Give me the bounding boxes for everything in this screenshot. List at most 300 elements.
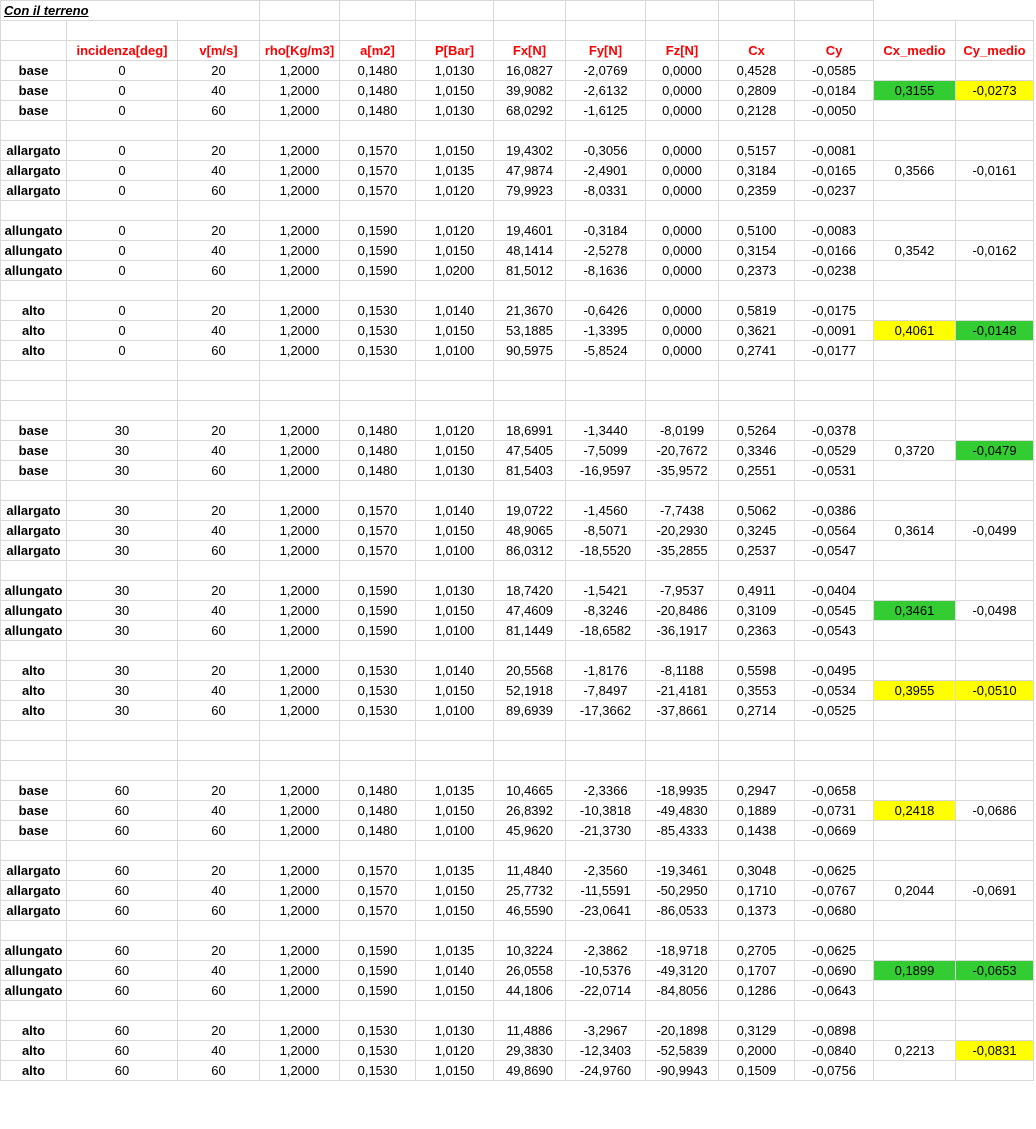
area-cell[interactable]: 0,1590 [340,581,416,601]
rho-cell[interactable]: 1,2000 [260,181,340,201]
cx-cell[interactable]: 0,3245 [719,521,795,541]
empty-cell[interactable] [956,301,1034,321]
area-cell[interactable]: 0,1480 [340,61,416,81]
empty-cell[interactable] [416,561,494,581]
empty-cell[interactable] [1,21,67,41]
empty-cell[interactable] [719,281,795,301]
fy-cell[interactable]: -8,0331 [566,181,646,201]
empty-cell[interactable] [956,281,1034,301]
empty-cell[interactable] [956,1061,1034,1081]
fy-cell[interactable]: -2,6132 [566,81,646,101]
empty-cell[interactable] [1,481,67,501]
velocity-cell[interactable]: 20 [178,61,260,81]
fx-cell[interactable]: 29,3830 [494,1041,566,1061]
empty-cell[interactable] [67,721,178,741]
column-header[interactable]: a[m2] [340,41,416,61]
velocity-cell[interactable]: 60 [178,901,260,921]
fx-cell[interactable]: 90,5975 [494,341,566,361]
fz-cell[interactable]: -21,4181 [646,681,719,701]
empty-cell[interactable] [494,121,566,141]
rho-cell[interactable]: 1,2000 [260,461,340,481]
column-header[interactable]: Fz[N] [646,41,719,61]
empty-cell[interactable] [874,661,956,681]
rho-cell[interactable]: 1,2000 [260,301,340,321]
fz-cell[interactable]: 0,0000 [646,341,719,361]
empty-cell[interactable] [566,1,646,21]
velocity-cell[interactable]: 60 [178,541,260,561]
rho-cell[interactable]: 1,2000 [260,221,340,241]
empty-cell[interactable] [340,1001,416,1021]
rho-cell[interactable]: 1,2000 [260,701,340,721]
incidenza-cell[interactable]: 0 [67,61,178,81]
empty-cell[interactable] [874,561,956,581]
empty-cell[interactable] [874,481,956,501]
incidenza-cell[interactable]: 0 [67,161,178,181]
empty-cell[interactable] [494,201,566,221]
empty-cell[interactable] [956,221,1034,241]
area-cell[interactable]: 0,1570 [340,181,416,201]
cy-medio-cell[interactable]: -0,0148 [956,321,1034,341]
incidenza-cell[interactable]: 60 [67,1021,178,1041]
empty-cell[interactable] [956,781,1034,801]
area-cell[interactable]: 0,1590 [340,241,416,261]
empty-cell[interactable] [67,281,178,301]
fz-cell[interactable]: -19,3461 [646,861,719,881]
cy-cell[interactable]: -0,0404 [795,581,874,601]
empty-cell[interactable] [494,1001,566,1021]
empty-cell[interactable] [340,841,416,861]
pressure-cell[interactable]: 1,0120 [416,181,494,201]
fz-cell[interactable]: -20,7672 [646,441,719,461]
pressure-cell[interactable]: 1,0140 [416,661,494,681]
empty-cell[interactable] [874,981,956,1001]
empty-cell[interactable] [1,721,67,741]
empty-cell[interactable] [874,261,956,281]
rho-cell[interactable]: 1,2000 [260,861,340,881]
empty-cell[interactable] [646,741,719,761]
cy-cell[interactable]: -0,0378 [795,421,874,441]
empty-cell[interactable] [719,561,795,581]
velocity-cell[interactable]: 20 [178,301,260,321]
area-cell[interactable]: 0,1480 [340,461,416,481]
area-cell[interactable]: 0,1590 [340,221,416,241]
empty-cell[interactable] [795,1,874,21]
cx-cell[interactable]: 0,4911 [719,581,795,601]
empty-cell[interactable] [494,481,566,501]
area-cell[interactable]: 0,1480 [340,101,416,121]
area-cell[interactable]: 0,1570 [340,901,416,921]
fx-cell[interactable]: 39,9082 [494,81,566,101]
area-cell[interactable]: 0,1570 [340,501,416,521]
empty-cell[interactable] [956,841,1034,861]
empty-cell[interactable] [874,901,956,921]
fy-cell[interactable]: -21,3730 [566,821,646,841]
empty-cell[interactable] [566,361,646,381]
empty-cell[interactable] [874,781,956,801]
cx-cell[interactable]: 0,1438 [719,821,795,841]
area-cell[interactable]: 0,1480 [340,441,416,461]
config-label[interactable]: alto [1,661,67,681]
empty-cell[interactable] [795,381,874,401]
empty-cell[interactable] [956,861,1034,881]
velocity-cell[interactable]: 40 [178,521,260,541]
empty-cell[interactable] [260,361,340,381]
empty-cell[interactable] [178,1001,260,1021]
empty-cell[interactable] [795,921,874,941]
empty-cell[interactable] [646,761,719,781]
fy-cell[interactable]: -1,5421 [566,581,646,601]
fz-cell[interactable]: -20,2930 [646,521,719,541]
empty-cell[interactable] [795,561,874,581]
empty-cell[interactable] [1,741,67,761]
velocity-cell[interactable]: 60 [178,1061,260,1081]
velocity-cell[interactable]: 20 [178,1021,260,1041]
empty-cell[interactable] [178,401,260,421]
pressure-cell[interactable]: 1,0150 [416,81,494,101]
empty-cell[interactable] [646,1,719,21]
empty-cell[interactable] [1,121,67,141]
empty-cell[interactable] [67,21,178,41]
fy-cell[interactable]: -1,3395 [566,321,646,341]
empty-cell[interactable] [719,721,795,741]
rho-cell[interactable]: 1,2000 [260,681,340,701]
empty-cell[interactable] [67,381,178,401]
empty-cell[interactable] [416,381,494,401]
incidenza-cell[interactable]: 0 [67,181,178,201]
cy-cell[interactable]: -0,0543 [795,621,874,641]
empty-cell[interactable] [719,1001,795,1021]
empty-cell[interactable] [956,261,1034,281]
column-header[interactable]: Fx[N] [494,41,566,61]
fx-cell[interactable]: 81,1449 [494,621,566,641]
incidenza-cell[interactable]: 30 [67,441,178,461]
fx-cell[interactable]: 18,7420 [494,581,566,601]
empty-cell[interactable] [719,361,795,381]
cx-cell[interactable]: 0,2128 [719,101,795,121]
cy-cell[interactable]: -0,0643 [795,981,874,1001]
area-cell[interactable]: 0,1590 [340,261,416,281]
pressure-cell[interactable]: 1,0150 [416,901,494,921]
cx-cell[interactable]: 0,1889 [719,801,795,821]
fz-cell[interactable]: 0,0000 [646,221,719,241]
incidenza-cell[interactable]: 60 [67,861,178,881]
config-label[interactable]: alto [1,1041,67,1061]
cx-cell[interactable]: 0,3346 [719,441,795,461]
config-label[interactable]: base [1,821,67,841]
empty-cell[interactable] [795,481,874,501]
empty-cell[interactable] [956,561,1034,581]
pressure-cell[interactable]: 1,0150 [416,1061,494,1081]
empty-cell[interactable] [956,401,1034,421]
rho-cell[interactable]: 1,2000 [260,421,340,441]
fy-cell[interactable]: -17,3662 [566,701,646,721]
fz-cell[interactable]: -52,5839 [646,1041,719,1061]
config-label[interactable]: alto [1,321,67,341]
config-label[interactable]: base [1,441,67,461]
empty-cell[interactable] [646,401,719,421]
cy-cell[interactable]: -0,0564 [795,521,874,541]
cy-medio-cell[interactable]: -0,0498 [956,601,1034,621]
rho-cell[interactable]: 1,2000 [260,601,340,621]
rho-cell[interactable]: 1,2000 [260,961,340,981]
area-cell[interactable]: 0,1530 [340,661,416,681]
cy-medio-cell[interactable]: -0,0499 [956,521,1034,541]
fy-cell[interactable]: -2,5278 [566,241,646,261]
fz-cell[interactable]: -36,1917 [646,621,719,641]
pressure-cell[interactable]: 1,0120 [416,421,494,441]
fx-cell[interactable]: 25,7732 [494,881,566,901]
cy-cell[interactable]: -0,0547 [795,541,874,561]
area-cell[interactable]: 0,1530 [340,301,416,321]
fz-cell[interactable]: -8,1188 [646,661,719,681]
fy-cell[interactable]: -1,3440 [566,421,646,441]
empty-cell[interactable] [956,181,1034,201]
cx-medio-cell[interactable]: 0,1899 [874,961,956,981]
velocity-cell[interactable]: 20 [178,141,260,161]
incidenza-cell[interactable]: 30 [67,681,178,701]
empty-cell[interactable] [956,761,1034,781]
fy-cell[interactable]: -0,6426 [566,301,646,321]
empty-cell[interactable] [956,121,1034,141]
fy-cell[interactable]: -18,6582 [566,621,646,641]
incidenza-cell[interactable]: 60 [67,821,178,841]
pressure-cell[interactable]: 1,0100 [416,541,494,561]
area-cell[interactable]: 0,1590 [340,621,416,641]
velocity-cell[interactable]: 40 [178,961,260,981]
cx-medio-cell[interactable]: 0,4061 [874,321,956,341]
empty-cell[interactable] [260,281,340,301]
empty-cell[interactable] [260,201,340,221]
incidenza-cell[interactable]: 0 [67,141,178,161]
empty-cell[interactable] [67,481,178,501]
empty-cell[interactable] [566,121,646,141]
fy-cell[interactable]: -2,0769 [566,61,646,81]
fz-cell[interactable]: 0,0000 [646,321,719,341]
incidenza-cell[interactable]: 60 [67,901,178,921]
config-label[interactable]: allungato [1,261,67,281]
empty-cell[interactable] [416,741,494,761]
cx-medio-cell[interactable]: 0,3566 [874,161,956,181]
empty-cell[interactable] [646,1001,719,1021]
rho-cell[interactable]: 1,2000 [260,441,340,461]
config-label[interactable]: base [1,781,67,801]
empty-cell[interactable] [956,641,1034,661]
fy-cell[interactable]: -2,3862 [566,941,646,961]
cy-cell[interactable]: -0,0545 [795,601,874,621]
incidenza-cell[interactable]: 60 [67,1061,178,1081]
empty-cell[interactable] [874,621,956,641]
empty-cell[interactable] [719,641,795,661]
empty-cell[interactable] [795,401,874,421]
cx-cell[interactable]: 0,3129 [719,1021,795,1041]
area-cell[interactable]: 0,1590 [340,941,416,961]
fy-cell[interactable]: -1,4560 [566,501,646,521]
rho-cell[interactable]: 1,2000 [260,1021,340,1041]
fz-cell[interactable]: -18,9718 [646,941,719,961]
empty-cell[interactable] [956,21,1034,41]
empty-cell[interactable] [178,921,260,941]
empty-cell[interactable] [416,721,494,741]
config-label[interactable]: allargato [1,161,67,181]
empty-cell[interactable] [719,841,795,861]
cx-cell[interactable]: 0,2359 [719,181,795,201]
empty-cell[interactable] [340,641,416,661]
pressure-cell[interactable]: 1,0100 [416,821,494,841]
empty-cell[interactable] [646,201,719,221]
cy-cell[interactable]: -0,0165 [795,161,874,181]
column-header[interactable]: Cy [795,41,874,61]
empty-cell[interactable] [566,401,646,421]
config-label[interactable]: alto [1,681,67,701]
empty-cell[interactable] [340,561,416,581]
cy-cell[interactable]: -0,0081 [795,141,874,161]
fx-cell[interactable]: 68,0292 [494,101,566,121]
pressure-cell[interactable]: 1,0150 [416,321,494,341]
column-header[interactable]: rho[Kg/m3] [260,41,340,61]
pressure-cell[interactable]: 1,0150 [416,521,494,541]
velocity-cell[interactable]: 40 [178,441,260,461]
empty-cell[interactable] [566,741,646,761]
empty-cell[interactable] [719,201,795,221]
empty-cell[interactable] [874,461,956,481]
empty-cell[interactable] [956,341,1034,361]
pressure-cell[interactable]: 1,0135 [416,941,494,961]
empty-cell[interactable] [67,561,178,581]
cy-medio-cell[interactable]: -0,0161 [956,161,1034,181]
empty-cell[interactable] [874,1001,956,1021]
cy-cell[interactable]: -0,0083 [795,221,874,241]
empty-cell[interactable] [874,201,956,221]
area-cell[interactable]: 0,1570 [340,541,416,561]
fx-cell[interactable]: 18,6991 [494,421,566,441]
cx-cell[interactable]: 0,5157 [719,141,795,161]
rho-cell[interactable]: 1,2000 [260,241,340,261]
cy-medio-cell[interactable]: -0,0686 [956,801,1034,821]
empty-cell[interactable] [956,101,1034,121]
fx-cell[interactable]: 19,4601 [494,221,566,241]
cx-cell[interactable]: 0,5062 [719,501,795,521]
cx-cell[interactable]: 0,2373 [719,261,795,281]
velocity-cell[interactable]: 40 [178,241,260,261]
cx-cell[interactable]: 0,1710 [719,881,795,901]
empty-cell[interactable] [795,201,874,221]
empty-cell[interactable] [178,841,260,861]
empty-cell[interactable] [874,841,956,861]
empty-cell[interactable] [340,121,416,141]
velocity-cell[interactable]: 60 [178,821,260,841]
empty-cell[interactable] [67,121,178,141]
fz-cell[interactable]: 0,0000 [646,101,719,121]
empty-cell[interactable] [416,841,494,861]
empty-cell[interactable] [178,761,260,781]
empty-cell[interactable] [956,201,1034,221]
empty-cell[interactable] [340,361,416,381]
empty-cell[interactable] [494,721,566,741]
cy-medio-cell[interactable]: -0,0691 [956,881,1034,901]
cy-cell[interactable]: -0,0898 [795,1021,874,1041]
empty-cell[interactable] [874,181,956,201]
fz-cell[interactable]: -20,8486 [646,601,719,621]
empty-cell[interactable] [416,401,494,421]
empty-cell[interactable] [646,721,719,741]
empty-cell[interactable] [340,481,416,501]
velocity-cell[interactable]: 40 [178,881,260,901]
cx-medio-cell[interactable]: 0,3614 [874,521,956,541]
velocity-cell[interactable]: 60 [178,261,260,281]
empty-cell[interactable] [340,721,416,741]
rho-cell[interactable]: 1,2000 [260,501,340,521]
fz-cell[interactable]: -7,7438 [646,501,719,521]
pressure-cell[interactable]: 1,0150 [416,681,494,701]
empty-cell[interactable] [646,281,719,301]
empty-cell[interactable] [494,381,566,401]
empty-cell[interactable] [646,641,719,661]
incidenza-cell[interactable]: 0 [67,241,178,261]
empty-cell[interactable] [260,721,340,741]
empty-cell[interactable] [956,61,1034,81]
velocity-cell[interactable]: 20 [178,501,260,521]
rho-cell[interactable]: 1,2000 [260,901,340,921]
cx-cell[interactable]: 0,3553 [719,681,795,701]
empty-cell[interactable] [956,481,1034,501]
empty-cell[interactable] [795,841,874,861]
incidenza-cell[interactable]: 60 [67,1041,178,1061]
empty-cell[interactable] [566,841,646,861]
velocity-cell[interactable]: 20 [178,421,260,441]
rho-cell[interactable]: 1,2000 [260,541,340,561]
cy-cell[interactable]: -0,0680 [795,901,874,921]
area-cell[interactable]: 0,1480 [340,801,416,821]
incidenza-cell[interactable]: 60 [67,981,178,1001]
empty-cell[interactable] [416,121,494,141]
empty-cell[interactable] [874,861,956,881]
fy-cell[interactable]: -12,3403 [566,1041,646,1061]
area-cell[interactable]: 0,1530 [340,1021,416,1041]
rho-cell[interactable]: 1,2000 [260,141,340,161]
cx-cell[interactable]: 0,5598 [719,661,795,681]
pressure-cell[interactable]: 1,0150 [416,141,494,161]
empty-cell[interactable] [874,761,956,781]
fz-cell[interactable]: -49,3120 [646,961,719,981]
column-header[interactable]: Cx [719,41,795,61]
pressure-cell[interactable]: 1,0135 [416,781,494,801]
column-header[interactable]: v[m/s] [178,41,260,61]
empty-cell[interactable] [178,741,260,761]
empty-cell[interactable] [67,361,178,381]
cx-medio-cell[interactable]: 0,3720 [874,441,956,461]
fz-cell[interactable]: -84,8056 [646,981,719,1001]
pressure-cell[interactable]: 1,0130 [416,581,494,601]
fy-cell[interactable]: -2,3366 [566,781,646,801]
pressure-cell[interactable]: 1,0150 [416,441,494,461]
velocity-cell[interactable]: 60 [178,701,260,721]
empty-cell[interactable] [178,641,260,661]
config-label[interactable]: allungato [1,621,67,641]
empty-cell[interactable] [874,121,956,141]
incidenza-cell[interactable]: 30 [67,661,178,681]
cy-medio-cell[interactable]: -0,0479 [956,441,1034,461]
empty-cell[interactable] [67,741,178,761]
rho-cell[interactable]: 1,2000 [260,821,340,841]
velocity-cell[interactable]: 40 [178,1041,260,1061]
fx-cell[interactable]: 48,1414 [494,241,566,261]
empty-cell[interactable] [178,21,260,41]
empty-cell[interactable] [719,741,795,761]
fy-cell[interactable]: -22,0714 [566,981,646,1001]
empty-cell[interactable] [67,921,178,941]
cx-cell[interactable]: 0,1707 [719,961,795,981]
empty-cell[interactable] [416,1001,494,1021]
